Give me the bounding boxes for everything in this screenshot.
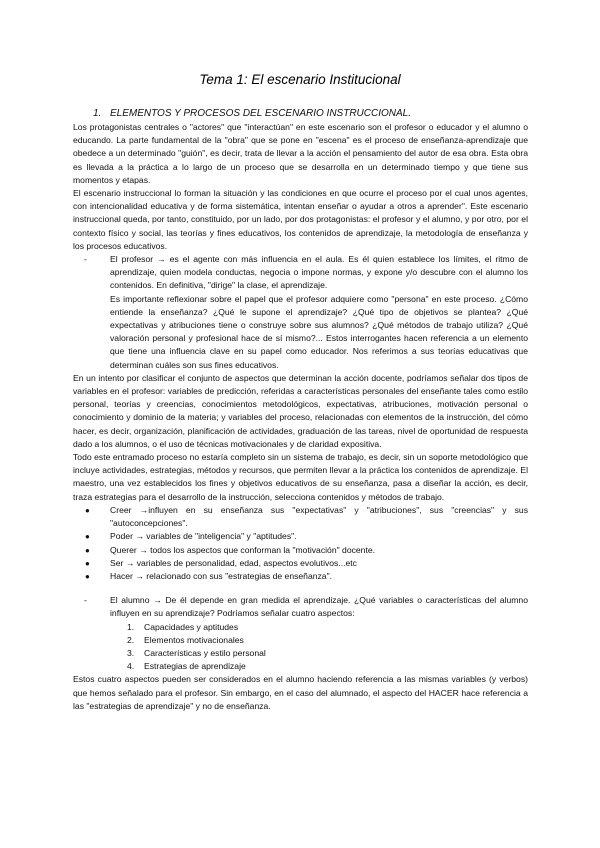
paragraph-intro-2: El escenario instruccional lo forman la situación y las condiciones en que ocurre el proceso por el cual unos agentes, con intencionalidad educativa y de forma sistemática, intentan enseñar o ayudar a otros a aprender". Este escenario instruccional queda, por tanto, constituido, por un lado, por dos protagonistas: el profesor y el alumno, y por otro, por el contexto físico y social, las teorías y fines educativos, los contenidos de aprendizaje, la metodología de enseñanza y los procesos educativos. [73,188,528,251]
paragraph-variables: En un intento por clasificar el conjunto de aspectos que determinan la acción docente, podríamos señalar dos tipos de variables en el profesor: variables de predicción, referidas a características personales del enseñante tales como estilo personal, teorías y creencias, conocimientos metodológicos, expectativas, atribuciones, motivación personal o conocimiento y dominio de la materia; y variables del proceso, relacionadas con elementos de la instrucción, del cómo hacer, es decir, organización, planificación de actividades, graduación de las tareas, nivel de oportunidad de respuesta dado a los alumnos, o el uso de técnicas motivacionales y de claridad expositiva. [73,372,528,449]
section-number: 1. [93,108,102,119]
section-heading-text: ELEMENTOS Y PROCESOS DEL ESCENARIO INSTRUCCIONAL. [110,108,412,119]
list-number: 1. [127,621,135,632]
page-title: Tema 1: El escenario Institucional [199,72,401,87]
list-number: 3. [127,647,135,658]
list-item-text: Querer → todos los aspectos que conforman la "motivación" docente. [110,544,376,555]
list-item-text: Creer →influyen en su enseñanza sus "expectativas" y "atribuciones", sus "creencias" y sus "autoconcepciones". [110,504,528,529]
document-body [73,121,528,713]
list-item [85,557,528,570]
bullet-icon: ● [85,571,90,581]
list-item [127,647,528,660]
list-item-text: Características y estilo personal [144,647,266,658]
dash-marker: - [84,595,87,606]
paragraph-alumno: El alumno → De él depende en gran medida el aprendizaje. ¿Qué variables o características del alumno influyen en su aprendizaje? Podríamos señalar cuatro aspectos: [110,595,528,619]
dash-marker: - [84,254,87,265]
list-item-text: Elementos motivacionales [144,634,244,645]
list-item-text: Poder → variables de "inteligencia" y "aptitudes". [110,531,297,542]
list-item-text: Capacidades y aptitudes [144,621,239,632]
list-number: 2. [127,634,135,645]
paragraph-intro-1: Los protagonistas centrales o "actores" que "interactúan" en este escenario son el profesor o educador y el alumno o educando. La parte fundamental de la "obra" que se pone en "escena" es el proceso de enseñanza-aprendizaje que obedece a un determinado "guión", es decir, trata de llevar a la acción el pensamiento del autor de esa obra. Esta obra es llevada a la práctica a lo largo de un proceso que se desarrolla en un determinado tiempo y que tiene sus momentos y etapas. [73,122,528,185]
list-item [127,621,528,634]
spacer [73,583,528,594]
list-item [85,544,528,557]
bullet-icon: ● [85,505,90,515]
list-item-text: Ser → variables de personalidad, edad, aspectos evolutivos...etc [110,557,357,568]
bullet-icon: ● [85,532,90,542]
list-item [127,660,528,673]
profesor-item [84,253,528,372]
paragraph-profesor-2: Es importante reflexionar sobre el papel que el profesor adquiere como "persona" en este proceso. ¿Cómo entiende la enseñanza? ¿Qué le supone el aprendizaje? ¿Qué tipo de objetivos se plantea? ¿Qué expectativas y atribuciones tiene o construye sobre sus alumnos? ¿Qué métodos de trabajo utiliza? ¿Qué valoración personal y profesional hace de sí mismo?... Estos interrogantes hacen referencia a un elemento que tiene una influencia clave en su papel como educador. Nos referimos a sus teorías educativas que determinan cuáles son sus fines educativos. [110,293,528,370]
bullet-icon: ● [85,545,90,555]
list-item [127,634,528,647]
bullet-icon: ● [85,558,90,568]
list-item [85,570,528,583]
aspects-list [73,621,528,674]
paragraph-sistema: Todo este entramado proceso no estaría completo sin un sistema de trabajo, es decir, sin un soporte metodológico que incluye actividades, estrategias, métodos y recursos, que permiten llevar a la práctica los contenidos de aprendizaje. El maestro, una vez establecidos los fines y objetivos educativos de su enseñanza, pasa a diseñar la acción, es decir, traza estrategias para el desarrollo de la instrucción, selecciona contenidos y métodos de trabajo. [73,452,528,502]
list-number: 4. [127,661,135,672]
list-item-text: Estrategias de aprendizaje [144,661,246,672]
paragraph-profesor-1: El profesor → es el agente con más influencia en el aula. Es él quien establece los límites, el ritmo de aprendizaje, quien modela conductas, negocia o impone normas, y expone y/o descubre con el alumno los contenidos. En definitiva, "dirige" la clase, el aprendizaje. [110,254,528,291]
paragraph-conclusion: Estos cuatro aspectos pueden ser considerados en el alumno haciendo referencia a las mismas variables (y verbos) que hemos señalado para el profesor. Sin embargo, en el caso del alumnado, el aspecto del HACER hace referencia a las "estrategias de aprendizaje" y no de enseñanza. [73,674,528,711]
alumno-item [84,594,528,620]
list-item-text: Hacer → relacionado con sus "estrategias de enseñanza". [110,570,333,581]
section-heading [93,107,411,120]
list-item [85,504,528,530]
verb-bullet-list [73,504,528,583]
list-item [85,530,528,543]
